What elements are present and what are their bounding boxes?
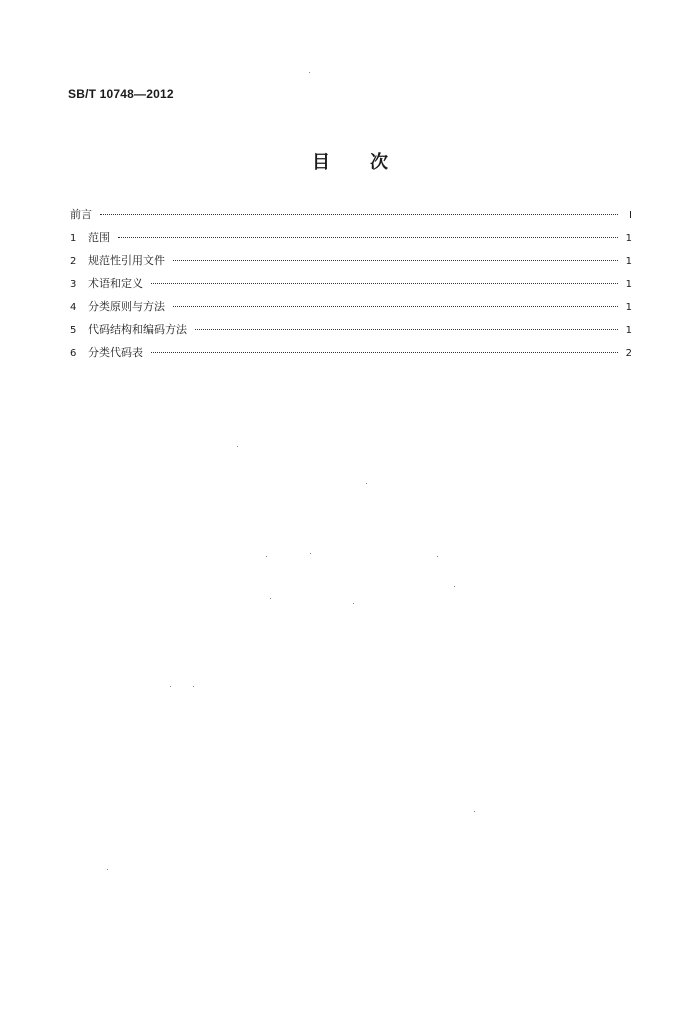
toc-entry-number: 1	[70, 233, 77, 244]
scan-speck	[270, 598, 271, 599]
toc-leader-dots	[173, 306, 618, 307]
toc-entry-page: Ⅰ	[629, 210, 632, 221]
scan-speck	[309, 72, 310, 73]
toc-entry-scope[interactable]	[70, 229, 632, 252]
toc-entry-page: 1	[625, 256, 632, 267]
toc-list	[70, 206, 632, 367]
toc-leader-dots	[195, 329, 618, 330]
toc-title	[0, 148, 700, 174]
scan-speck	[437, 556, 438, 557]
toc-title-char-2: 次	[370, 152, 388, 173]
toc-entry-normative-references[interactable]	[70, 252, 632, 275]
toc-entry-number: 5	[70, 325, 77, 336]
toc-leader-dots	[118, 237, 618, 238]
scan-speck	[266, 556, 267, 557]
toc-entry-label: 前言	[70, 208, 92, 221]
toc-entry-number: 6	[70, 348, 77, 359]
toc-entry-label: 术语和定义	[88, 277, 143, 290]
toc-entry-number: 3	[70, 279, 77, 290]
scan-speck	[454, 586, 455, 587]
toc-entry-number: 2	[70, 256, 77, 267]
toc-title-char-1: 目	[312, 152, 330, 173]
scan-speck	[353, 603, 354, 604]
scan-speck	[107, 869, 108, 870]
toc-leader-dots	[100, 214, 618, 215]
toc-entry-foreword[interactable]	[70, 206, 632, 229]
scan-speck	[237, 446, 238, 447]
toc-entry-page: 1	[625, 279, 632, 290]
scan-speck	[170, 686, 171, 687]
scan-speck	[193, 686, 194, 687]
toc-entry-terms-definitions[interactable]	[70, 275, 632, 298]
toc-entry-label: 规范性引用文件	[88, 254, 165, 267]
toc-entry-label: 分类代码表	[88, 346, 143, 359]
toc-entry-page: 2	[625, 348, 632, 359]
toc-entry-label: 分类原则与方法	[88, 300, 165, 313]
scan-speck	[366, 483, 367, 484]
toc-entry-page: 1	[625, 233, 632, 244]
toc-entry-number: 4	[70, 302, 77, 313]
toc-entry-page: 1	[625, 325, 632, 336]
document-code: SB/T 10748—2012	[68, 87, 174, 101]
toc-entry-label: 范围	[88, 231, 110, 244]
scan-speck	[310, 553, 311, 554]
toc-entry-code-structure[interactable]	[70, 321, 632, 344]
toc-entry-label: 代码结构和编码方法	[88, 323, 187, 336]
toc-entry-classification-code-table[interactable]	[70, 344, 632, 367]
toc-leader-dots	[173, 260, 618, 261]
toc-leader-dots	[151, 352, 618, 353]
toc-entry-page: 1	[625, 302, 632, 313]
toc-leader-dots	[151, 283, 618, 284]
toc-entry-classification-principles[interactable]	[70, 298, 632, 321]
scan-speck	[474, 811, 475, 812]
